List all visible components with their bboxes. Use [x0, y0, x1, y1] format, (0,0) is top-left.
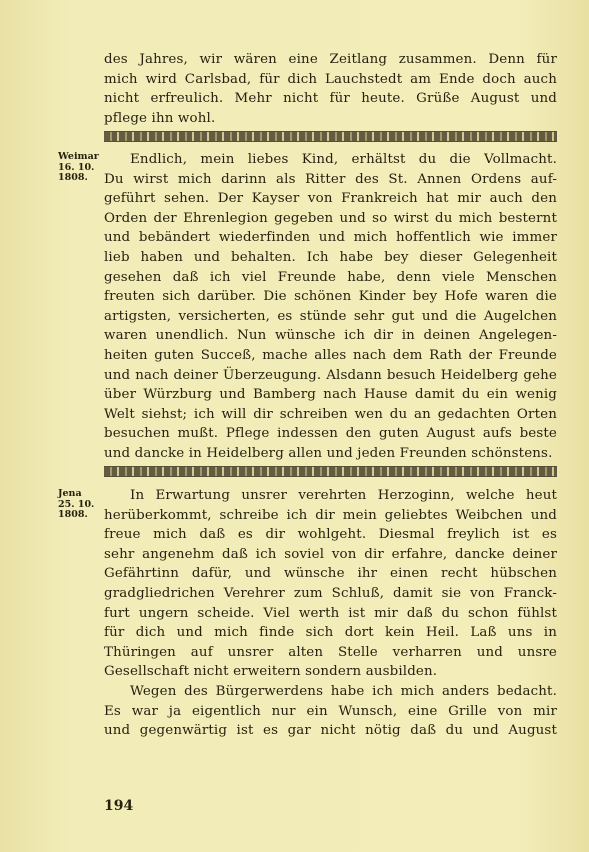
dateline-year: 1808.: [58, 509, 88, 520]
letter-body: [104, 150, 557, 464]
letter-continuation: [104, 50, 557, 128]
text-line: waren unendlich. Nun wünsche ich dir in deinen Angelegen-: [104, 328, 557, 344]
dateline-place: Jena: [58, 488, 82, 499]
dateline-place: Weimar: [58, 151, 99, 162]
letter-dateline: [58, 152, 102, 184]
text-line: nicht erfreulich. Mehr nicht für heute. Grüße August und: [104, 91, 557, 107]
letter-body: [104, 486, 557, 741]
dateline-day: 25. 10.: [58, 498, 95, 510]
text-line: sehr angenehm daß ich soviel von dir erfahre, dancke deiner: [104, 546, 557, 562]
text-line: furt ungern scheide. Viel werth ist mir daß du schon fühlst: [104, 605, 557, 621]
text-line: freuten sich darüber. Die schönen Kinder bey Hofe waren die: [104, 289, 557, 305]
text-line: und gegenwärtig ist es gar nicht nötig daß du und August: [104, 723, 557, 739]
dateline-day: 16. 10.: [58, 161, 95, 173]
ornamental-divider: [104, 131, 557, 142]
text-line: herüberkommt, schreibe ich dir mein geliebtes Weibchen und: [104, 507, 557, 523]
text-line: mich wird Carlsbad, für dich Lauchstedt am Ende doch auch: [104, 71, 557, 87]
text-line: für dich und mich finde sich dort kein Heil. Laß uns in: [104, 625, 557, 641]
text-line: Es war ja eigentlich nur ein Wunsch, eine Grille von mir: [104, 703, 557, 719]
ornamental-divider: [104, 466, 557, 477]
text-line: Gefährtinn dafür, und wünsche ihr einen recht hübschen: [104, 566, 557, 582]
text-line: Gesellschaft nicht erweitern sondern ausbilden.: [104, 664, 438, 680]
text-line: Thüringen auf unsrer alten Stelle verharren und unsre: [104, 644, 557, 660]
text-line: geführt sehen. Der Kayser von Frankreich hat mir auch den: [104, 191, 557, 207]
text-line: lieb haben und behalten. Ich habe bey dieser Gelegenheit: [104, 249, 557, 265]
text-line: Du wirst mich darinn als Ritter des St. Annen Ordens auf-: [104, 171, 557, 187]
text-line: Orden der Ehrenlegion gegeben und so wirst du mich besternt: [104, 210, 557, 226]
text-line: In Erwartung unsrer verehrten Herzoginn, welche heut: [130, 488, 557, 503]
dateline-year: 1808.: [58, 172, 88, 183]
text-line: und dancke in Heidelberg allen und jeden Freunden schönstens.: [104, 445, 553, 461]
text-line: heiten guten Succeß, mache alles nach dem Rath der Freunde: [104, 347, 557, 363]
text-line: pflege ihn wohl.: [104, 110, 216, 126]
text-line: gradgliedrichen Verehrer zum Schluß, damit sie von Franck-: [104, 585, 557, 601]
text-line: und bebändert wiederfinden und mich hoffentlich wie immer: [104, 230, 557, 246]
text-line: besuchen mußt. Pflege indessen den guten August aufs beste: [104, 426, 557, 442]
text-line: gesehen daß ich viel Freunde habe, denn viele Menschen: [104, 269, 557, 285]
text-line: freue mich daß es dir wohlgeht. Diesmal freylich ist es: [104, 527, 557, 543]
text-line: über Würzburg und Bamberg nach Hause damit du ein wenig: [104, 387, 557, 403]
letter-dateline: [58, 489, 102, 521]
text-line: des Jahres, wir wären eine Zeitlang zusammen. Denn für: [104, 52, 557, 67]
text-line: artigsten, versicherten, es stünde sehr gut und die Augelchen: [104, 308, 557, 324]
page-number: 194: [104, 798, 134, 814]
text-line: und nach deiner Überzeugung. Alsdann besuch Heidelberg gehe: [104, 367, 557, 383]
text-line: Welt siehst; ich will dir schreiben wen du an gedachten Orten: [104, 406, 557, 422]
text-line: Wegen des Bürgerwerdens habe ich mich anders bedacht.: [130, 683, 557, 699]
text-line: Endlich, mein liebes Kind, erhältst du die Vollmacht.: [130, 152, 557, 167]
